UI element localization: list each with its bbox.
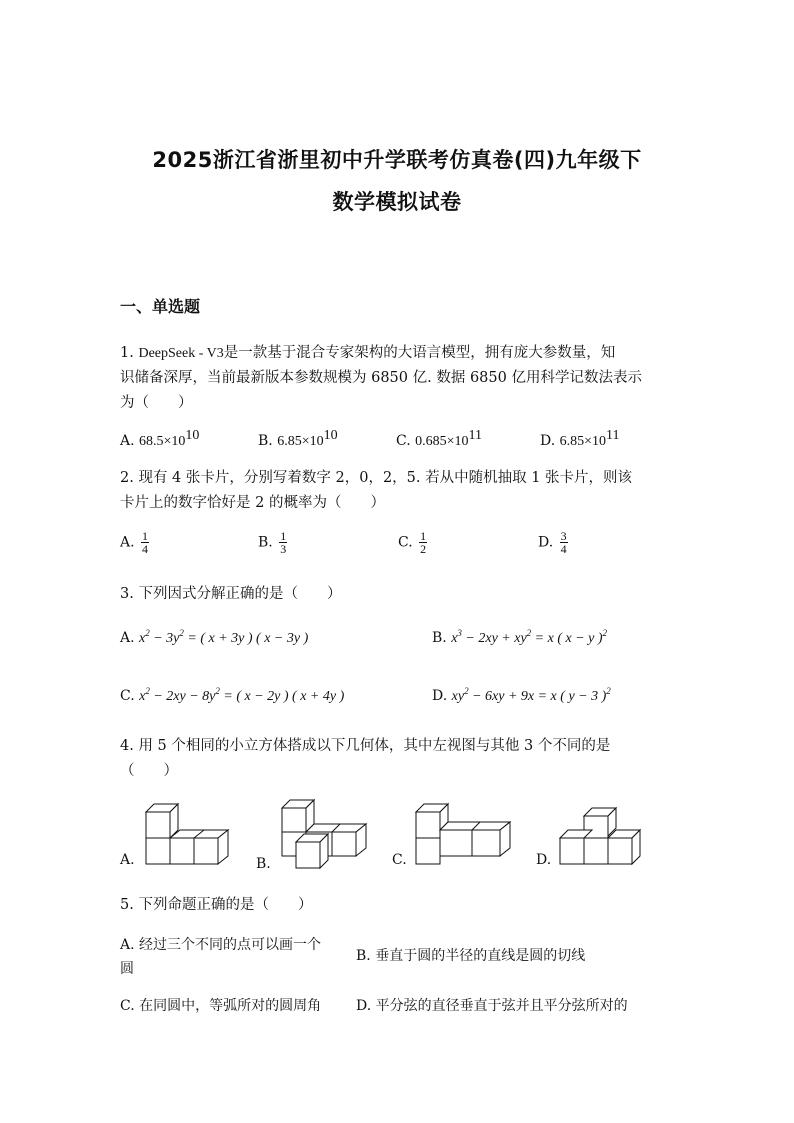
q4-option-c-label[interactable]: C. <box>392 852 407 868</box>
q3-option-d[interactable]: D. $xy^2 - 6xy + 9x = x$ ( y − 3 )$^2$ <box>432 686 611 704</box>
q1-option-a[interactable]: A. $68.5\times 10^{10}$ <box>120 428 200 449</box>
exam-title-line2: 数学模拟试卷 <box>332 190 462 214</box>
q1-option-c[interactable]: C. $0.685\times 10^{11}$ <box>396 428 483 449</box>
fraction: $\frac{1}{3}$ <box>280 529 287 556</box>
q2-option-b[interactable]: B. $\frac{1}{3}$ <box>258 529 287 556</box>
question-4-text-b: （ ） <box>120 763 178 779</box>
model-name: DeepSeek - V3 <box>138 346 224 361</box>
exam-title-line1: 2025浙江省浙里初中升学联考仿真卷(四)九年级下 <box>152 148 642 172</box>
fraction: $\frac{3}{4}$ <box>560 529 567 556</box>
question-4 <box>120 734 680 784</box>
formula-a: $x^2 - 3y^2$ = ( x + 3y ) ( x − 3y ) <box>139 628 309 646</box>
cube-figure-a <box>138 800 238 870</box>
q2-option-a[interactable]: A. $\frac{1}{4}$ <box>120 529 149 556</box>
q5-option-c[interactable]: C. 在同圆中，等弧所对的圆周角 <box>120 998 322 1014</box>
q1-option-b[interactable]: B. $6.85\times 10^{10}$ <box>258 428 338 449</box>
q4-option-a-label[interactable]: A. <box>120 852 135 868</box>
cube-figure-d <box>554 802 658 868</box>
question-1 <box>120 341 680 416</box>
question-1-line1 <box>120 341 680 366</box>
q4-option-d-label[interactable]: D. <box>536 852 552 868</box>
q5-option-b[interactable]: B. 垂直于圆的半径的直线是圆的切线 <box>356 948 586 964</box>
question-2-text-b: 卡片上的数字恰好是 2 的概率为（ ） <box>120 495 385 511</box>
q5-option-d[interactable]: D. 平分弦的直径垂直于弦并且平分弦所对的 <box>356 998 628 1014</box>
question-1-text-b: 识储备深厚，当前最新版本参数规模为 6850 亿. 数据 6850 亿用科学记数法表示 <box>120 370 642 386</box>
q1-option-d[interactable]: D. $6.85\times 10^{11}$ <box>540 428 620 449</box>
question-1-number: 1. <box>120 345 134 361</box>
fraction: $\frac{1}{2}$ <box>420 529 427 556</box>
section-heading-single-choice: 一、单选题 <box>120 297 201 316</box>
question-5: 5. 下列命题正确的是（ ） <box>120 897 313 913</box>
q2-option-c[interactable]: C. $\frac{1}{2}$ <box>398 529 427 556</box>
question-1-text-a: 是一款基于混合专家架构的大语言模型，拥有庞大参数量，知 <box>223 345 616 361</box>
formula-b: $x^3 - 2xy + xy^2 = x$ ( x − y )$^2$ <box>451 628 608 646</box>
cube-figure-c <box>412 800 516 870</box>
q2-option-d[interactable]: D. $\frac{3}{4}$ <box>538 529 567 556</box>
question-2-text-a: 2. 现有 4 张卡片，分别写着数字 2，0，2，5. 若从中随机抽取 1 张卡片，则该 <box>120 470 633 486</box>
formula-c: $x^2 - 2xy - 8y^2$ = ( x − 2y ) ( x + 4y ) <box>139 686 345 704</box>
formula-d: $xy^2 - 6xy + 9x = x$ ( y − 3 )$^2$ <box>451 686 611 704</box>
q5-option-a[interactable]: A. 经过三个不同的点可以画一个 圆 <box>120 937 322 977</box>
q3-option-a[interactable]: A. $x^2 - 3y^2$ = ( x + 3y ) ( x − 3y ) <box>120 628 309 646</box>
q3-option-c[interactable]: C. $x^2 - 2xy - 8y^2$ = ( x − 2y ) ( x + 4y ) <box>120 686 345 704</box>
question-1-text-c: 为（ ） <box>120 395 193 411</box>
q3-option-b[interactable]: B. $x^3 - 2xy + xy^2 = x$ ( x − y )$^2$ <box>432 628 608 646</box>
question-2 <box>120 466 680 516</box>
fraction: $\frac{1}{4}$ <box>142 529 149 556</box>
question-3: 3. 下列因式分解正确的是（ ） <box>120 586 342 602</box>
q4-option-b-label[interactable]: B. <box>256 856 271 872</box>
question-4-text-a: 4. 用 5 个相同的小立方体搭成以下几何体，其中左视图与其他 3 个不同的是 <box>120 738 611 754</box>
cube-figure-b <box>276 798 376 874</box>
